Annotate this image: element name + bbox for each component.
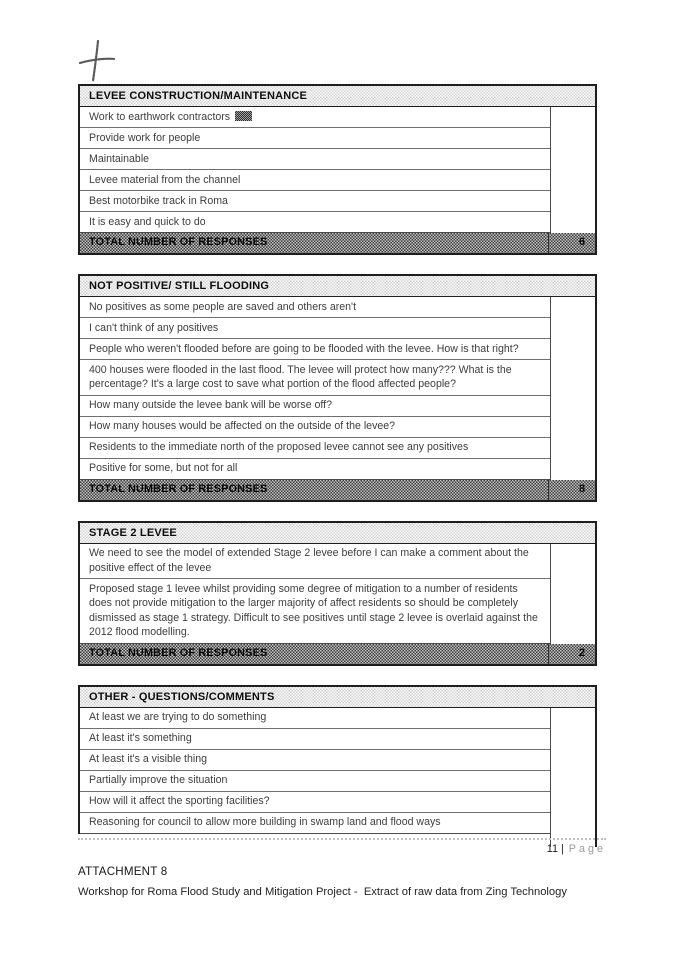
response-row (80, 191, 550, 212)
response-row (80, 792, 550, 813)
response-text: At least it's something (89, 732, 192, 744)
response-text: Work to earthwork contractors (89, 110, 231, 123)
page-word: Page (568, 843, 606, 855)
total-value: 2 (548, 644, 595, 664)
response-row (80, 212, 550, 233)
page-number-line (78, 843, 606, 855)
tables-area (78, 84, 597, 853)
section-title: LEVEE CONSTRUCTION/MAINTENANCE (78, 84, 597, 107)
count-column (550, 297, 597, 480)
total-row (78, 644, 597, 666)
response-row (80, 813, 550, 834)
page-number: 11 (546, 843, 558, 855)
total-row (78, 480, 597, 502)
response-table (78, 521, 597, 666)
section-title: OTHER - QUESTIONS/COMMENTS (78, 685, 597, 708)
attachment-label: ATTACHMENT 8 (78, 865, 168, 878)
response-row (80, 544, 550, 580)
response-text: How many houses would be affected on the outside of the levee? (89, 420, 396, 432)
response-text: Best motorbike track in Roma (89, 194, 228, 207)
response-row (80, 360, 550, 396)
response-row (80, 297, 550, 318)
response-text: Positive for some, but not for all (89, 462, 238, 474)
response-text: Levee material from the channel (89, 173, 241, 186)
response-text: Maintainable (89, 152, 150, 165)
table-body (78, 297, 597, 480)
table-body (78, 107, 597, 233)
response-text: Reasoning for council to allow more building in swamp land and flood ways (89, 816, 441, 828)
workshop-caption: Workshop for Roma Flood Study and Mitigation Project - Extract of raw data from Zing Technology (78, 886, 567, 898)
response-table (78, 274, 597, 502)
response-rows (78, 544, 550, 644)
response-row (80, 318, 550, 339)
response-text: Proposed stage 1 levee whilst providing some degree of mitigation to a number of residents does not provide mitigation to the larger majority of affect residents so should be completely dismissed as stage 1 strategy. Difficult to see positives until stage 2 levee is overlaid against the 2012 flood modelling. (89, 582, 538, 638)
total-label: TOTAL NUMBER OF RESPONSES (89, 482, 268, 495)
response-rows (78, 708, 550, 834)
response-row (80, 149, 550, 170)
table-body (78, 708, 597, 834)
response-text: We need to see the model of extended Stage 2 levee before I can make a comment about the positive effect of the levee (89, 547, 529, 574)
response-row (80, 708, 550, 729)
response-rows (78, 297, 550, 480)
response-text: At least it's a visible thing (89, 753, 208, 765)
response-text: Partially improve the situation (89, 774, 228, 786)
response-text: Residents to the immediate north of the proposed levee cannot see any positives (89, 441, 469, 453)
response-row (80, 771, 550, 792)
response-row (80, 438, 550, 459)
response-text: No positives as some people are saved and others aren't (89, 300, 357, 313)
section-title: NOT POSITIVE/ STILL FLOODING (78, 274, 597, 297)
response-row (80, 417, 550, 438)
response-row (80, 170, 550, 191)
redacted-mark (235, 111, 252, 121)
response-row (80, 750, 550, 771)
page-number-separator: | (560, 843, 564, 855)
response-row (80, 579, 550, 644)
pen-cross-mark (77, 38, 117, 84)
response-text: I can't think of any positives (89, 321, 219, 334)
response-rows (78, 107, 550, 233)
footer-divider (78, 838, 606, 840)
table-body (78, 544, 597, 644)
response-table (78, 84, 597, 255)
response-row (80, 339, 550, 360)
response-text: How will it affect the sporting facilities? (89, 795, 270, 807)
total-value: 8 (548, 480, 595, 500)
total-label: TOTAL NUMBER OF RESPONSES (89, 236, 268, 248)
response-table (78, 685, 597, 834)
response-row (80, 128, 550, 149)
total-label: TOTAL NUMBER OF RESPONSES (89, 646, 268, 659)
response-row (80, 729, 550, 750)
response-row (80, 107, 550, 128)
total-row (78, 233, 597, 255)
response-text: At least we are trying to do something (89, 711, 267, 723)
page-footer (78, 838, 606, 898)
count-column (550, 107, 597, 233)
response-row (80, 459, 550, 480)
response-text: People who weren't flooded before are going to be flooded with the levee. How is that right? (89, 342, 519, 355)
response-row (80, 396, 550, 417)
response-text: Provide work for people (89, 131, 201, 144)
count-column (550, 708, 597, 847)
total-value: 6 (548, 233, 595, 253)
response-text: 400 houses were flooded in the last flood. The levee will protect how many??? What is the percentage? It's a large cost to save what portion of the flood affected people? (89, 363, 512, 390)
response-text: How many outside the levee bank will be worse off? (89, 399, 333, 411)
section-title: STAGE 2 LEVEE (78, 521, 597, 544)
response-text: It is easy and quick to do (89, 215, 206, 228)
count-column (550, 544, 597, 644)
